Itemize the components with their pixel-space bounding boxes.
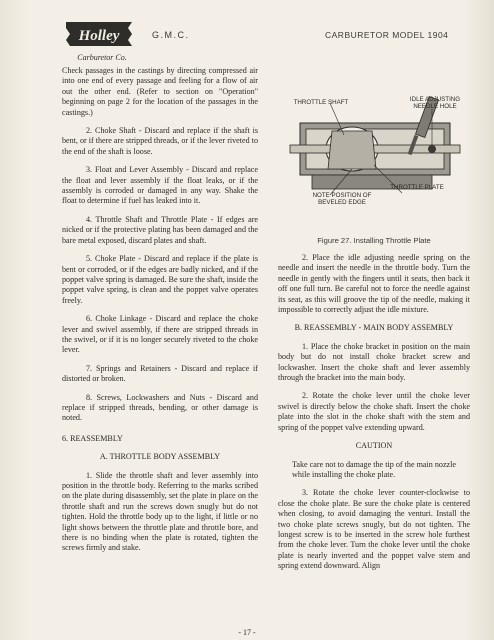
caution-text: Take care not to damage the tip of the main nozzle while installing the choke plate. [292,459,456,479]
paragraph-choke-plate: 5. Choke Plate - Discard and replace if the plate is bent or corroded, or if the edges are badly nicked, and if the poppet valve spring is damaged. Be sure the shaft, inside the poppet valve spring, is clean and the poppet valve operates freely. [62,254,259,305]
label-beveled-edge: NOTE POSITION OF BEVELED EDGE [312,192,372,206]
label-throttle-shaft: THROTTLE SHAFT [293,99,349,106]
paragraph-a1: 1. Slide the throttle shaft and lever assembly into position in the throttle body. Referring to the marks scribed on the plate during disassembly, set the plate in place on the throttle shaft and run the screws down snugly but do not tighten. Hold the throttle body up to the light, if little or no light shows between the throttle plate and throttle bore, and there is no binding when the plate is rotated, tighten the screws firmly and stake. [62,470,258,553]
paragraph-choke-shaft: 2. Choke Shaft - Discard and replace if the shaft is bent, or if there are stripped threads, or if the lever riveted to the end of the shaft is loose. [62,126,258,156]
header-left-title: G.M.C. [152,30,190,40]
label-throttle-plate: THROTTLE PLATE [390,184,444,191]
right-column [278,253,470,580]
intro-paragraph: Check passages in the castings by directing compressed air into one end of every passage and feeling for a flow of air out the other end. (Refer to section on "Operation" beginning on page 2 for the location of the passages in the castings.) [62,66,258,117]
left-column [62,66,258,562]
section-heading-reassembly: 6. REASSEMBLY [62,433,123,443]
paragraph-b2: 2. Rotate the choke lever until the choke lever swivel is directly below the choke shaft. Insert the choke plate into the slot in the choke shaft with the stem and spring of the poppet valve extending upward. [278,391,470,432]
paragraph-screws: 8. Screws, Lockwashers and Nuts - Discard and replace if stripped threads, bending, or other damage is noted. [62,392,258,423]
paragraph-b3: 3. Rotate the choke lever counter-clockwise to close the choke plate. Be sure the choke plate is centered when closing, to avoid damaging the venturi. Install the two choke plate screws snugly, but do not tighten. The longest screw is to be inserted in the screw hole furthest from the choke lever. Turn the choke lever until the choke plate is nearly inverted and the poppet valve stem and spring extend downward. Align [278,488,470,571]
paragraph-b1: 1. Place the choke bracket in position on the main body but do not install choke bracket screw and lockwasher. Insert the choke shaft and lever assembly through the bracket into the main body. [278,341,470,383]
paragraph-float-lever: 3. Float and Lever Assembly - Discard and replace the float and lever assembly if the float leaks, or if the assembly is corroded or damaged in any way. Shake the float to determine if fuel has leaked into it. [62,165,258,206]
figure-caption: Figure 27. Installing Throttle Plate [317,236,431,245]
page-number: - 17 - [238,628,256,637]
subheading-throttle-body: A. THROTTLE BODY ASSEMBLY [99,452,221,462]
paragraph-springs: 7. Springs and Retainers - Discard and replace if distorted or broken. [62,363,258,384]
paragraph-a2: 2. Place the idle adjusting needle spring on the needle and insert the needle in the throttle body. Turn the needle in gently with the fingers until it seats, then back it off one full turn. Be careful not to force the needle against its seat, as this will groove the tip of the needle, making it impossible to correctly adjust the idle mixture. [278,253,470,315]
caution-title: CAUTION [355,441,393,451]
subheading-main-body: B. REASSEMBLY - MAIN BODY ASSEMBLY [294,323,454,333]
header-right-title: CARBURETOR MODEL 1904 [325,30,449,40]
svg-text:Holley: Holley [78,28,120,44]
label-idle-needle-hole: IDLE ADJUSTING NEEDLE HOLE [409,96,461,110]
svg-text:Carburetor Co.: Carburetor Co. [77,53,127,62]
holley-logo [62,18,136,70]
paragraph-throttle-shaft: 4. Throttle Shaft and Throttle Plate - If edges are nicked or if the protective plating has been damaged and the bare metal exposed, discard plates and shaft. [62,214,258,245]
paragraph-choke-linkage: 6. Choke Linkage - Discard and replace the choke lever and swivel assembly, if there are stripped threads in the swivel, or if it is no longer securely riveted to the choke lever. [62,314,258,355]
